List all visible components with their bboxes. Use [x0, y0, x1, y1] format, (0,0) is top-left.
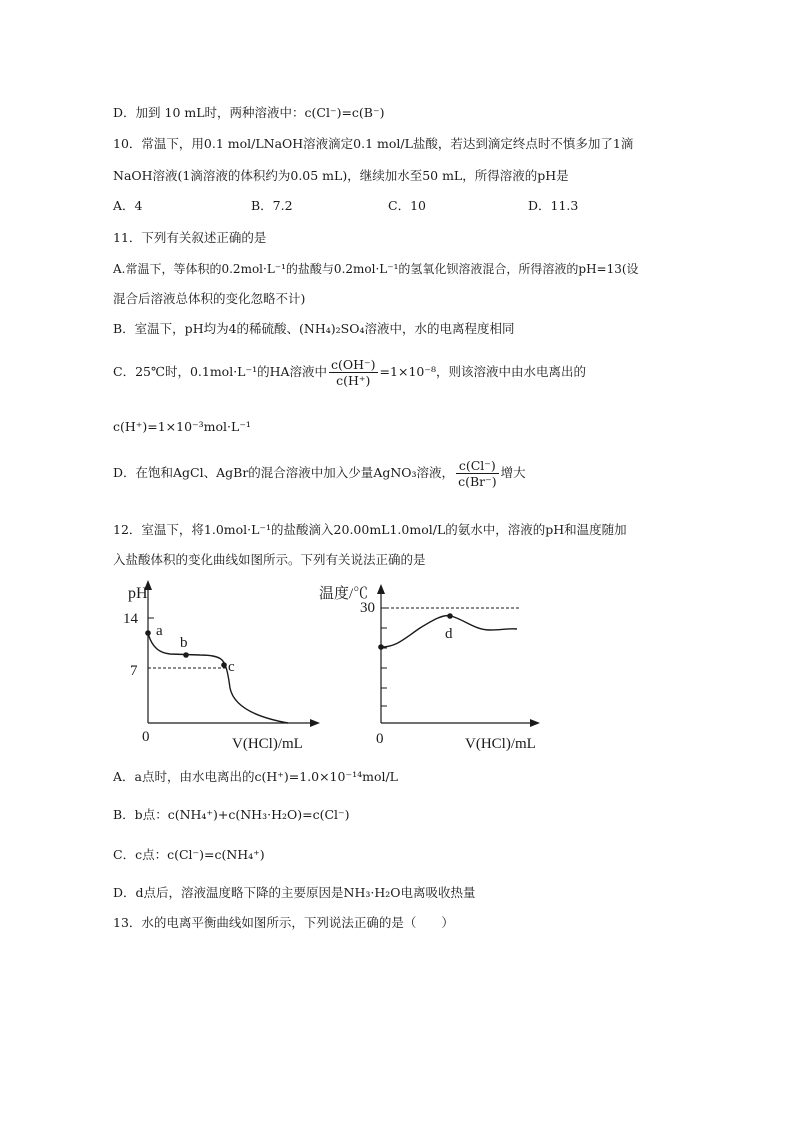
q12-stem-line2: 入盐酸体积的变化曲线如图所示。下列有关说法正确的是 [113, 552, 426, 567]
cl-over-br-fraction [456, 458, 499, 489]
q11-option-a-line1[interactable]: A.常温下，等体积的0.2mol·L⁻¹的盐酸与0.2mol·L⁻¹的氢氧化钡溶液混合，所得溶液的pH=13(设 [113, 262, 639, 276]
ph-titration-chart [110, 578, 330, 758]
temp-point-d [447, 613, 453, 619]
temp-x-label: V(HCl)/mL [465, 736, 536, 752]
q10-option-c[interactable]: C．10 [388, 198, 426, 213]
temp-tick-30: 30 [360, 600, 375, 616]
ph-y-label: pH [128, 585, 148, 602]
q10-option-d[interactable]: D．11.3 [528, 198, 579, 213]
q10-option-a[interactable]: A．4 [113, 198, 143, 213]
temp-start-point [378, 644, 384, 650]
ph-point-b [183, 652, 189, 658]
ph-tick-14: 14 [123, 611, 138, 627]
q11-option-d[interactable] [113, 457, 526, 489]
q12-stem-line1: 12．室温下，将1.0mol·L⁻¹的盐酸滴入20.00mL1.0mol/L的氨水中，溶液的pH和温度随加 [113, 522, 627, 537]
ph-label-c: c [228, 659, 235, 675]
ph-point-a [145, 630, 151, 636]
ph-label-b: b [180, 635, 188, 651]
temp-origin: 0 [376, 731, 384, 747]
temp-label-d: d [445, 626, 453, 642]
q11-option-c-text: C．25℃时，0.1mol·L⁻¹的HA溶液中 [113, 364, 328, 379]
temp-x-axis-arrow [530, 719, 540, 727]
temperature-chart [315, 578, 555, 758]
q11-option-b[interactable] [113, 321, 515, 337]
temp-y-label: 温度/℃ [319, 586, 369, 602]
fraction-numerator: c(Cl⁻) [456, 458, 499, 474]
fraction-denominator: c(H⁺) [336, 373, 371, 388]
silver-nitrate-formula: AgNO₃ [373, 465, 417, 480]
q9-option-d: D．加到 10 mL时，两种溶液中：c(Cl⁻)=c(B⁻) [113, 105, 385, 120]
ph-point-c [221, 662, 227, 668]
q11-option-b-text-end: 溶液中，水的电离程度相同 [364, 321, 515, 336]
ammonium-sulfate-formula: (NH₄)₂SO₄ [299, 321, 365, 336]
q12-option-b[interactable]: B．b点：c(NH₄⁺)+c(NH₃·H₂O)=c(Cl⁻) [113, 807, 350, 822]
q11-stem: 11．下列有关叙述正确的是 [113, 230, 267, 245]
ph-origin: 0 [142, 729, 150, 745]
ph-label-a: a [156, 623, 163, 639]
q12-option-c[interactable]: C．c点：c(Cl⁻)=c(NH₄⁺) [113, 847, 265, 862]
q11-option-c-line2: c(H⁺)=1×10⁻³mol·L⁻¹ [113, 419, 251, 434]
q11-option-c[interactable] [113, 356, 586, 388]
ph-x-label: V(HCl)/mL [232, 736, 303, 752]
temp-y-axis-arrow [377, 584, 385, 594]
oh-over-h-fraction [329, 357, 378, 388]
q11-option-d-text-mid: 溶液， [416, 465, 455, 480]
q11-option-d-text: D．在饱和AgCl、AgBr的混合溶液中加入少量 [113, 465, 374, 480]
q11-option-d-text-end: 增大 [500, 465, 526, 480]
fraction-denominator: c(Br⁻) [458, 474, 497, 489]
q11-option-a-line2: 混合后溶液总体积的变化忽略不计) [113, 291, 306, 306]
q10-stem-line2: NaOH溶液(1滴溶液的体积约为0.05 mL)，继续加水至50 mL，所得溶液的pH是 [113, 168, 569, 183]
q11-option-c-equation: =1×10⁻⁸，则该溶液中由水电离出的 [379, 364, 586, 379]
ph-curve [148, 633, 288, 723]
ph-tick-7: 7 [130, 663, 138, 679]
q12-option-a[interactable]: A．a点时，由水电离出的c(H⁺)=1.0×10⁻¹⁴mol/L [113, 769, 398, 784]
q11-option-b-text: B．室温下，pH均为4的稀硫酸、 [113, 321, 300, 336]
q12-option-d[interactable]: D．d点后，溶液温度略下降的主要原因是NH₃·H₂O电离吸收热量 [113, 885, 476, 900]
fraction-numerator: c(OH⁻) [331, 357, 376, 372]
q10-stem-line1: 10．常温下，用0.1 mol/LNaOH溶液滴定0.1 mol/L盐酸，若达到滴定终点时不慎多加了1滴 [113, 136, 634, 151]
q10-option-b[interactable]: B．7.2 [251, 198, 293, 213]
q13-stem: 13．水的电离平衡曲线如图所示，下列说法正确的是（ ） [113, 915, 454, 930]
